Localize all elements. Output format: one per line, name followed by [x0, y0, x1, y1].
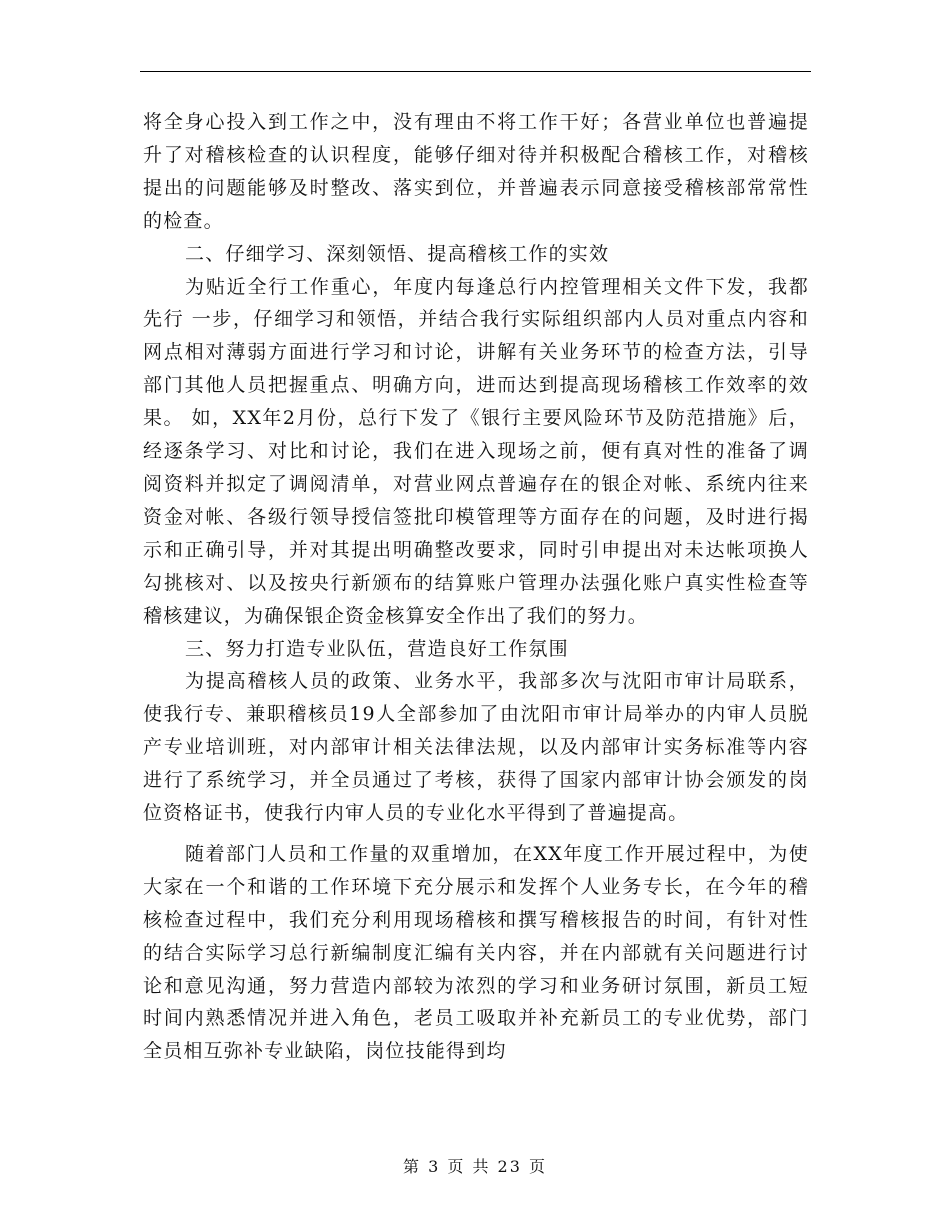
- section-heading-3: 三、努力打造专业队伍，营造良好工作氛围: [185, 637, 569, 660]
- paragraph: 为提高稽核人员的政策、业务水平，我部多次与沈阳市审计局联系，使我行专、兼职稽核员19人全部参加了由沈阳市审计局举办的内审人员脱产专业培训班，对内部审计相关法律法规，以及内部审计实务标准等内容进行了系统学习，并全员通过了考核，获得了国家内部审计协会颁发的岗位资格证书，使我行内审人员的专业化水平得到了普遍提高。: [143, 670, 809, 825]
- paragraph: 为贴近全行工作重心，年度内每逢总行内控管理相关文件下发，我都先行 一步，仔细学习和领悟，并结合我行实际组织部内人员对重点内容和网点相对薄弱方面进行学习和讨论，讲解有关业务环节的检查方法，引导部门其他人员把握重点、明确方向，进而达到提高现场稽核工作效率的效果。 如，XX年2月份，总行下发了《银行主要风险环节及防范措施》后，经逐条学习、对比和讨论，我们在进入现场之前，便有真对性的准备了调阅资料并拟定了调阅清单，对营业网点普遍存在的银企对帐、系统内往来资金对帐、各级行领导授信签批印模管理等方面存在的问题，及时进行揭示和正确引导，并对其提出明确整改要求，同时引申提出对未达帐项换人勾挑核对、以及按央行新颁布的结算账户管理办法强化账户真实性检查等稽核建议，为确保银企资金核算安全作出了我们的努力。: [143, 275, 809, 627]
- page-footer: 第 3 页 共 23 页: [403, 1157, 547, 1176]
- paragraph-continuation: 将全身心投入到工作之中，没有理由不将工作干好；各营业单位也普遍提升了对稽核检查的认识程度，能够仔细对待并积极配合稽核工作，对稽核提出的问题能够及时整改、落实到位，并普遍表示同意接受稽核部常常性的检查。: [143, 111, 809, 232]
- header-rule: [140, 71, 811, 72]
- paragraph: 随着部门人员和工作量的双重增加，在XX年度工作开展过程中，为使大家在一个和谐的工作环境下充分展示和发挥个人业务专长，在今年的稽核检查过程中，我们充分利用现场稽核和撰写稽核报告的时间，有针对性的结合实际学习总行新编制度汇编有关内容，并在内部就有关问题进行讨论和意见沟通，努力营造内部较为浓烈的学习和业务研讨氛围，新员工短时间内熟悉情况并进入角色，老员工吸取并补充新员工的专业优势，部门全员相互弥补专业缺陷，岗位技能得到均: [143, 842, 809, 1063]
- body-text: [143, 106, 809, 1068]
- section-heading-2: 二、仔细学习、深刻领悟、提高稽核工作的实效: [185, 242, 610, 265]
